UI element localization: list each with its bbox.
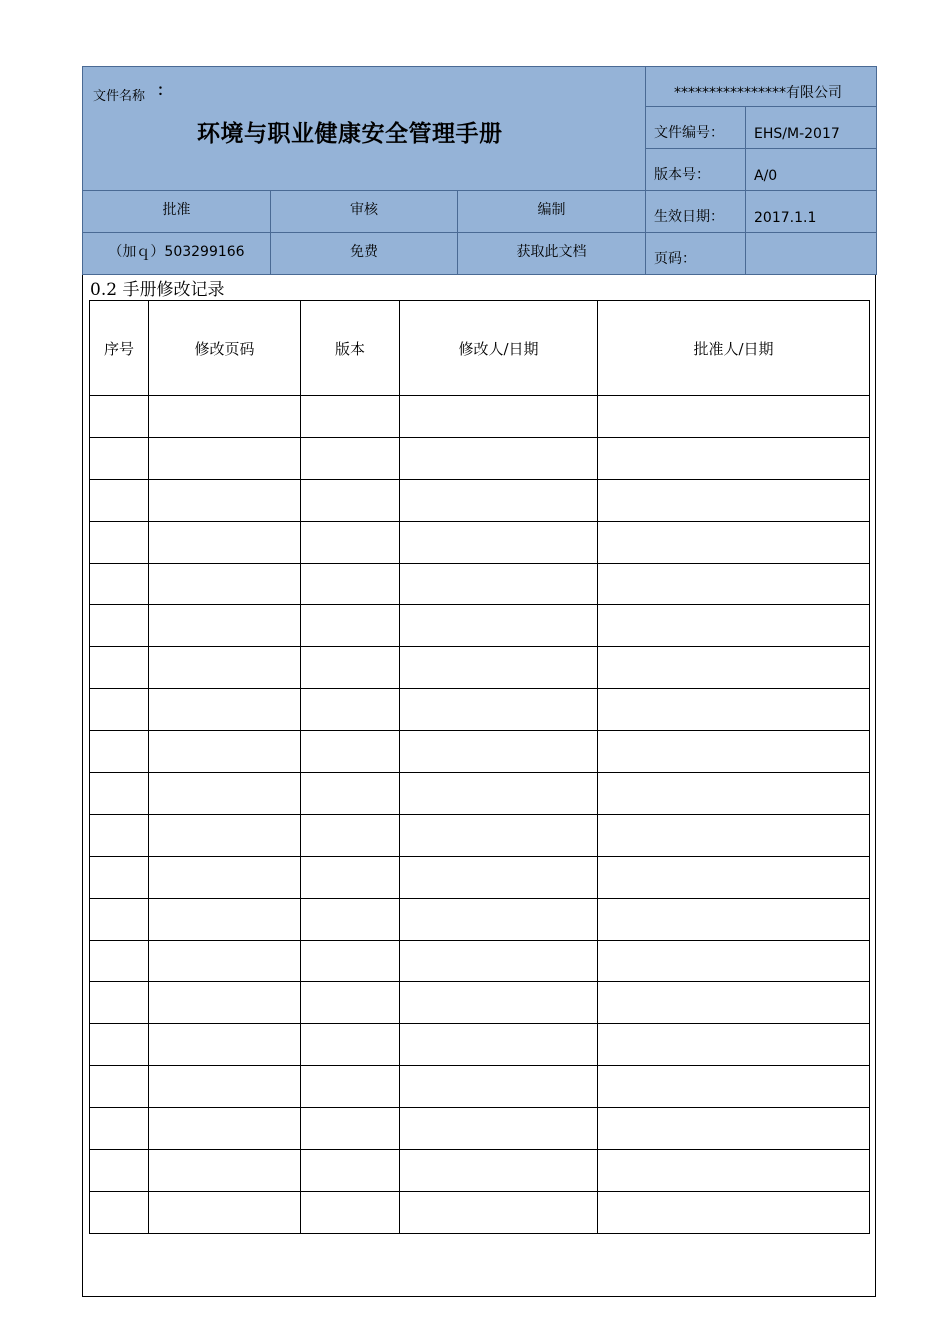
table-cell xyxy=(301,773,400,815)
table-cell xyxy=(400,521,598,563)
table-cell xyxy=(400,437,598,479)
table-row xyxy=(90,982,870,1024)
version-label: 版本号： xyxy=(646,149,746,191)
table-cell xyxy=(90,856,149,898)
table-cell xyxy=(598,647,870,689)
table-cell xyxy=(400,563,598,605)
col-header-seq: 序号 xyxy=(90,301,149,396)
table-cell xyxy=(301,940,400,982)
table-cell xyxy=(149,1024,301,1066)
table-cell xyxy=(598,856,870,898)
table-cell xyxy=(301,731,400,773)
table-cell xyxy=(90,1024,149,1066)
table-cell xyxy=(149,689,301,731)
table-cell xyxy=(90,898,149,940)
table-row xyxy=(90,940,870,982)
table-row xyxy=(90,1150,870,1192)
table-cell xyxy=(301,1108,400,1150)
table-cell xyxy=(90,1150,149,1192)
approve-label: 批准 xyxy=(83,191,271,233)
table-row xyxy=(90,1191,870,1233)
table-cell xyxy=(90,479,149,521)
table-row xyxy=(90,731,870,773)
table-cell xyxy=(598,814,870,856)
table-cell xyxy=(149,814,301,856)
table-cell xyxy=(90,731,149,773)
table-cell xyxy=(149,437,301,479)
table-cell xyxy=(598,563,870,605)
table-cell xyxy=(400,731,598,773)
table-cell xyxy=(400,605,598,647)
table-cell xyxy=(90,940,149,982)
table-cell xyxy=(598,898,870,940)
table-cell xyxy=(400,940,598,982)
table-cell xyxy=(598,605,870,647)
table-cell xyxy=(301,1150,400,1192)
table-cell xyxy=(90,982,149,1024)
table-cell xyxy=(598,731,870,773)
table-cell xyxy=(301,1024,400,1066)
table-cell xyxy=(149,1191,301,1233)
document-header xyxy=(82,66,877,275)
table-cell xyxy=(90,563,149,605)
table-cell xyxy=(90,437,149,479)
table-cell xyxy=(301,898,400,940)
table-cell xyxy=(149,940,301,982)
table-cell xyxy=(149,647,301,689)
table-cell xyxy=(90,814,149,856)
table-cell xyxy=(400,898,598,940)
table-row xyxy=(90,396,870,438)
table-row xyxy=(90,1024,870,1066)
page-value xyxy=(746,233,877,275)
table-cell xyxy=(90,396,149,438)
file-name-label: 文件名称 xyxy=(93,89,146,104)
table-cell xyxy=(301,605,400,647)
effective-date-label: 生效日期： xyxy=(646,191,746,233)
table-cell xyxy=(598,1108,870,1150)
file-name-colon: ： xyxy=(157,81,173,99)
page-label: 页码： xyxy=(646,233,746,275)
table-cell xyxy=(598,1024,870,1066)
revision-log-header-row xyxy=(90,301,870,396)
table-cell xyxy=(400,396,598,438)
table-cell xyxy=(301,521,400,563)
table-cell xyxy=(149,396,301,438)
table-cell xyxy=(149,1108,301,1150)
col-header-modifier-date: 修改人/日期 xyxy=(400,301,598,396)
table-cell xyxy=(301,563,400,605)
table-cell xyxy=(400,1024,598,1066)
table-cell xyxy=(598,1191,870,1233)
table-cell xyxy=(301,982,400,1024)
table-row xyxy=(90,689,870,731)
table-row xyxy=(90,1108,870,1150)
table-cell xyxy=(400,1150,598,1192)
table-cell xyxy=(598,689,870,731)
table-cell xyxy=(598,396,870,438)
table-cell xyxy=(400,982,598,1024)
version-value: A/0 xyxy=(746,149,877,191)
table-cell xyxy=(400,689,598,731)
table-cell xyxy=(400,1191,598,1233)
table-row xyxy=(90,773,870,815)
document-title: 环境与职业健康安全管理手册 xyxy=(197,121,503,147)
col-header-version: 版本 xyxy=(301,301,400,396)
review-value: 免费 xyxy=(271,233,458,275)
table-cell xyxy=(149,773,301,815)
table-cell xyxy=(149,1066,301,1108)
table-row xyxy=(90,898,870,940)
table-cell xyxy=(90,521,149,563)
table-cell xyxy=(598,982,870,1024)
table-cell xyxy=(301,814,400,856)
table-cell xyxy=(90,1191,149,1233)
table-cell xyxy=(598,437,870,479)
table-cell xyxy=(301,689,400,731)
table-row xyxy=(90,856,870,898)
table-cell xyxy=(90,605,149,647)
table-cell xyxy=(149,856,301,898)
section-title: 0.2 手册修改记录 xyxy=(90,280,225,300)
table-cell xyxy=(149,605,301,647)
title-cell xyxy=(83,67,646,191)
table-row xyxy=(90,521,870,563)
table-cell xyxy=(301,479,400,521)
table-row xyxy=(90,437,870,479)
table-cell xyxy=(301,1191,400,1233)
company-name: ****************有限公司 xyxy=(646,67,877,107)
approve-value: （加ｑ）503299166 xyxy=(83,233,271,275)
table-cell xyxy=(598,1066,870,1108)
doc-no-value: EHS/M-2017 xyxy=(746,107,877,149)
table-cell xyxy=(598,521,870,563)
table-cell xyxy=(301,396,400,438)
table-row xyxy=(90,479,870,521)
table-cell xyxy=(90,689,149,731)
table-cell xyxy=(149,731,301,773)
table-row xyxy=(90,1066,870,1108)
effective-date-value: 2017.1.1 xyxy=(746,191,877,233)
table-cell xyxy=(598,479,870,521)
table-cell xyxy=(149,1150,301,1192)
table-cell xyxy=(400,479,598,521)
doc-no-label: 文件编号： xyxy=(646,107,746,149)
compile-label: 编制 xyxy=(458,191,646,233)
table-cell xyxy=(149,563,301,605)
table-row xyxy=(90,605,870,647)
col-header-approver-date: 批准人/日期 xyxy=(598,301,870,396)
table-cell xyxy=(90,647,149,689)
review-label: 审核 xyxy=(271,191,458,233)
table-cell xyxy=(149,479,301,521)
table-cell xyxy=(149,521,301,563)
table-cell xyxy=(400,647,598,689)
table-cell xyxy=(90,1066,149,1108)
table-cell xyxy=(598,940,870,982)
table-cell xyxy=(301,437,400,479)
table-row xyxy=(90,563,870,605)
table-cell xyxy=(598,1150,870,1192)
table-cell xyxy=(301,856,400,898)
table-cell xyxy=(400,1108,598,1150)
table-cell xyxy=(400,856,598,898)
table-cell xyxy=(301,1066,400,1108)
table-cell xyxy=(400,814,598,856)
revision-log-body xyxy=(90,396,870,1234)
table-cell xyxy=(301,647,400,689)
table-row xyxy=(90,814,870,856)
table-cell xyxy=(90,773,149,815)
revision-log-table xyxy=(89,300,870,1234)
table-cell xyxy=(598,773,870,815)
table-cell xyxy=(149,898,301,940)
table-cell xyxy=(149,982,301,1024)
table-cell xyxy=(90,1108,149,1150)
compile-value: 获取此文档 xyxy=(458,233,646,275)
table-cell xyxy=(400,773,598,815)
table-row xyxy=(90,647,870,689)
table-cell xyxy=(400,1066,598,1108)
col-header-page: 修改页码 xyxy=(149,301,301,396)
